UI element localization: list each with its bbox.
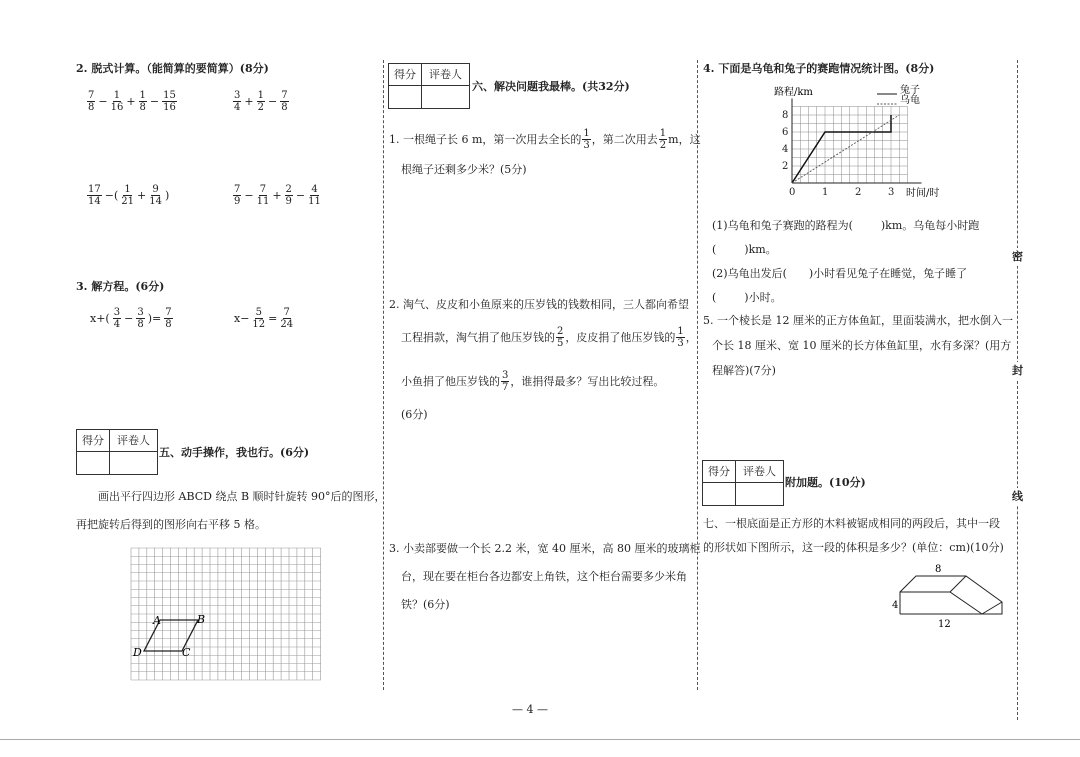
frac-num: 17 — [88, 184, 101, 195]
frac-num: 7 — [234, 184, 241, 195]
column-divider-2 — [697, 60, 698, 690]
frac-num: 7 — [259, 184, 267, 195]
operator: x+( — [90, 312, 110, 325]
q1-text-c: m，这 — [668, 132, 701, 146]
legend-label: 兔子 — [900, 85, 920, 96]
score-field[interactable] — [703, 483, 736, 505]
column-divider-1 — [383, 60, 384, 690]
q2-text-b: 工程捐款，淘气捐了他压岁钱的 — [401, 330, 555, 344]
fraction — [308, 184, 321, 207]
sec6-q1-line1 — [389, 128, 701, 151]
frac-num: 3 — [137, 307, 144, 318]
fraction — [233, 184, 241, 207]
q4-1-b: )km。乌龟每小时跑 — [880, 219, 980, 232]
sec6-q2-line2 — [401, 326, 697, 349]
frac-den: 8 — [139, 102, 146, 113]
q4-2-d: )小时。 — [744, 291, 782, 304]
frac-den: 3 — [677, 338, 684, 349]
frac-den: 2 — [257, 102, 264, 113]
operator: − — [149, 95, 160, 108]
frac-den: 4 — [113, 319, 121, 330]
fraction — [113, 307, 121, 330]
q4-1-d: )km。 — [744, 243, 777, 256]
operator: + — [126, 95, 136, 108]
q7-line2: 的形状如下图所示，这一段的体积是多少？(单位：cm)(10分) — [703, 541, 1004, 554]
frac-den: 12 — [252, 319, 266, 330]
q5-line2: 个长 18 厘米、宽 10 厘米的长方体鱼缸里，水有多深？(用方 — [712, 339, 1012, 352]
frac-den: 7 — [502, 382, 509, 393]
q2-expr-1 — [86, 90, 178, 113]
frac-num: 1 — [677, 326, 684, 337]
prism-label-top: 8 — [935, 564, 942, 575]
q2-title: 2. 脱式计算。（能简算的要简算）(8分) — [76, 62, 269, 75]
label-b: B — [197, 613, 206, 626]
q2-frac-3 — [501, 370, 509, 393]
sec5-text-1: 画出平行四边形 ABCD 绕点 B 顺时针旋转 90°后的图形， — [98, 490, 386, 503]
frac-num: 7 — [281, 90, 288, 101]
sec6-q3-line2: 台，现在要在柜台各边都安上角铁，这个柜台需要多少米角 — [401, 570, 687, 583]
parallelogram-grid — [130, 547, 322, 681]
seal-char-3: 线 — [1012, 488, 1023, 506]
frac-den: 8 — [165, 319, 172, 330]
q4-2-a: (2)乌龟出发后( — [712, 267, 787, 280]
score-label: 得分 — [703, 461, 736, 482]
bottom-rule — [0, 739, 1080, 740]
frac-num: 3 — [234, 90, 241, 101]
frac-num: 1 — [124, 184, 131, 195]
frac-den: 9 — [285, 196, 292, 207]
q1-frac-2 — [659, 128, 667, 151]
q1-text-b: ，第二次用去 — [591, 132, 658, 146]
fraction — [87, 184, 102, 207]
fraction — [111, 90, 124, 113]
chart-ytick: 4 — [782, 144, 789, 155]
prism-figure — [890, 562, 1010, 630]
frac-num: 2 — [557, 326, 564, 337]
q2-text-f: ，谁捐得最多？写出比较过程。 — [510, 374, 665, 388]
frac-den: 16 — [163, 102, 176, 113]
operator: + — [136, 189, 147, 202]
q4-part2-line1 — [712, 267, 967, 281]
sec6-q1-line2: 根绳子还剩多少米？(5分) — [401, 163, 527, 176]
q4-2-c: ( — [712, 291, 717, 304]
frac-num: 7 — [165, 307, 172, 318]
fraction — [149, 184, 162, 207]
operator: −( — [104, 189, 119, 202]
operator: − — [295, 189, 306, 202]
frac-den: 24 — [280, 319, 294, 330]
prism-label-bottom: 12 — [938, 619, 951, 630]
q3-title: 3. 解方程。(6分) — [76, 280, 165, 293]
race-chart — [760, 80, 960, 202]
operator: = — [268, 312, 278, 325]
chart-ytick: 8 — [782, 110, 789, 121]
frac-den: 16 — [110, 102, 124, 113]
frac-den: 9 — [234, 196, 241, 207]
sec6-q3-line3: 铁？(6分) — [401, 598, 450, 611]
chart-xtick: 3 — [888, 187, 895, 198]
prism-edge-slant — [982, 602, 1002, 614]
q2-expr-2 — [232, 90, 290, 113]
fraction — [285, 184, 293, 207]
grader-label: 评卷人 — [743, 465, 776, 478]
score-box-sec5 — [76, 429, 158, 475]
chart-xlabel: 时间/时 — [906, 188, 940, 199]
frac-num: 9 — [152, 184, 159, 195]
operator: + — [244, 95, 254, 108]
chart-ylabel: 路程/km — [774, 87, 813, 98]
frac-num: 1 — [113, 90, 121, 101]
prism-label-left: 4 — [892, 600, 899, 611]
q7-line1: 七、一根底面是正方形的木料被锯成相同的两段后，其中一段 — [703, 517, 1000, 530]
frac-num: 1 — [139, 90, 146, 101]
fraction — [252, 307, 265, 330]
fraction — [136, 307, 144, 330]
q1-frac-1 — [582, 128, 590, 151]
q4-2-b: )小时看见兔子在睡觉，兔子睡了 — [808, 267, 968, 280]
operator: x− — [234, 312, 250, 325]
operator: − — [244, 189, 254, 202]
grader-label: 评卷人 — [429, 68, 462, 81]
q2-expr-4 — [232, 184, 322, 207]
frac-den: 11 — [308, 196, 321, 207]
grader-field[interactable] — [422, 86, 469, 108]
prism-edge-top — [950, 576, 966, 592]
frac-num: 3 — [113, 307, 121, 318]
score-box-sec6 — [388, 63, 470, 109]
sec6-title: 六、解决问题我最棒。(共32分) — [472, 80, 630, 93]
score-label: 得分 — [77, 430, 110, 451]
q1-text-a: 1. 一根绳子长 6 m，第一次用去全长的 — [389, 132, 582, 146]
q2-text-e: 小鱼捐了他压岁钱的 — [401, 374, 500, 388]
operator: + — [272, 189, 282, 202]
frac-den: 5 — [557, 338, 564, 349]
q4-part1-line1 — [712, 219, 979, 233]
fraction — [139, 90, 147, 113]
operator: − — [124, 312, 134, 325]
label-c: C — [182, 646, 191, 659]
legend-label: 乌龟 — [900, 95, 920, 106]
score-field[interactable] — [77, 452, 110, 474]
q2-frac-2 — [676, 326, 684, 349]
frac-num: 7 — [283, 307, 290, 318]
q2-text-c: ，皮皮捐了他压岁钱的 — [565, 330, 676, 344]
chart-ytick: 2 — [782, 161, 789, 172]
fraction — [233, 90, 241, 113]
chart-xtick: 1 — [822, 187, 829, 198]
sec5-title: 五、动手操作，我也行。(6分) — [159, 446, 310, 459]
score-field[interactable] — [389, 86, 422, 108]
q5-line1: 5. 一个棱长是 12 厘米的正方体鱼缸，里面装满水，把水倒入一 — [703, 314, 1013, 327]
frac-den: 11 — [256, 196, 270, 207]
page-number: — 4 — — [512, 703, 548, 716]
chart-xtick: 2 — [855, 187, 862, 198]
fraction — [87, 90, 95, 113]
q2-expr-3 — [86, 184, 171, 207]
frac-num: 5 — [255, 307, 262, 318]
fraction — [257, 90, 265, 113]
frac-num: 15 — [163, 90, 176, 101]
operator: ) — [164, 189, 170, 202]
fraction — [280, 307, 293, 330]
frac-den: 21 — [121, 196, 134, 207]
fraction — [164, 307, 172, 330]
frac-num: 4 — [311, 184, 318, 195]
q3-expr-2 — [232, 307, 294, 330]
label-d: D — [133, 646, 142, 659]
q5-line3: 程解答)(7分) — [712, 364, 776, 377]
prism-edge-front — [900, 592, 982, 614]
frac-den: 14 — [149, 196, 162, 207]
grader-field[interactable] — [736, 483, 783, 505]
fraction — [280, 90, 288, 113]
chart-xtick: 0 — [789, 187, 796, 198]
q4-1-a: (1)乌龟和兔子赛跑的路程为( — [712, 219, 853, 232]
seal-char-2: 封 — [1012, 362, 1023, 380]
label-a: A — [153, 614, 161, 627]
frac-num: 2 — [285, 184, 292, 195]
score-label: 得分 — [389, 64, 422, 85]
frac-den: 14 — [88, 196, 101, 207]
frac-num: 1 — [583, 128, 590, 139]
q2-frac-1 — [556, 326, 564, 349]
sec6-q3-line1: 3. 小卖部要做一个长 2.2 米，宽 40 厘米，高 80 厘米的玻璃柜 — [389, 542, 701, 555]
q4-part1-line2 — [712, 243, 777, 257]
seal-line — [1017, 60, 1018, 720]
frac-den: 2 — [659, 140, 667, 151]
grader-field[interactable] — [110, 452, 157, 474]
operator: )= — [147, 312, 162, 325]
sec6-q2-line3 — [401, 370, 664, 393]
prism-outline — [900, 576, 1002, 614]
q4-1-c: ( — [712, 243, 717, 256]
seal-char-1: 密 — [1012, 248, 1023, 266]
frac-num: 3 — [502, 370, 509, 381]
sec5-text-2: 再把旋转后得到的图形向右平移 5 格。 — [76, 518, 266, 531]
frac-den: 4 — [234, 102, 241, 113]
score-box-extra — [702, 460, 784, 506]
frac-den: 8 — [88, 102, 95, 113]
extra-title: 附加题。(10分) — [785, 476, 866, 489]
frac-num: 7 — [88, 90, 95, 101]
frac-den: 8 — [137, 319, 144, 330]
q3-expr-1 — [88, 307, 174, 330]
grader-label: 评卷人 — [117, 434, 150, 447]
fraction — [121, 184, 134, 207]
fraction — [257, 184, 270, 207]
sec6-q2-line4: (6分) — [401, 408, 428, 421]
q4-part2-line2 — [712, 291, 782, 305]
q4-title: 4. 下面是乌龟和兔子的赛跑情况统计图。(8分) — [703, 62, 935, 75]
frac-num: 1 — [659, 128, 667, 139]
q2-text-d: ， — [685, 330, 697, 344]
chart-ytick: 6 — [782, 127, 789, 138]
operator: − — [267, 95, 278, 108]
frac-num: 1 — [257, 90, 264, 101]
operator: − — [98, 95, 108, 108]
frac-den: 8 — [281, 102, 288, 113]
frac-den: 3 — [583, 140, 590, 151]
fraction — [162, 90, 177, 113]
sec6-q2-line1: 2. 淘气、皮皮和小鱼原来的压岁钱的钱数相同，三人都向希望 — [389, 298, 689, 311]
